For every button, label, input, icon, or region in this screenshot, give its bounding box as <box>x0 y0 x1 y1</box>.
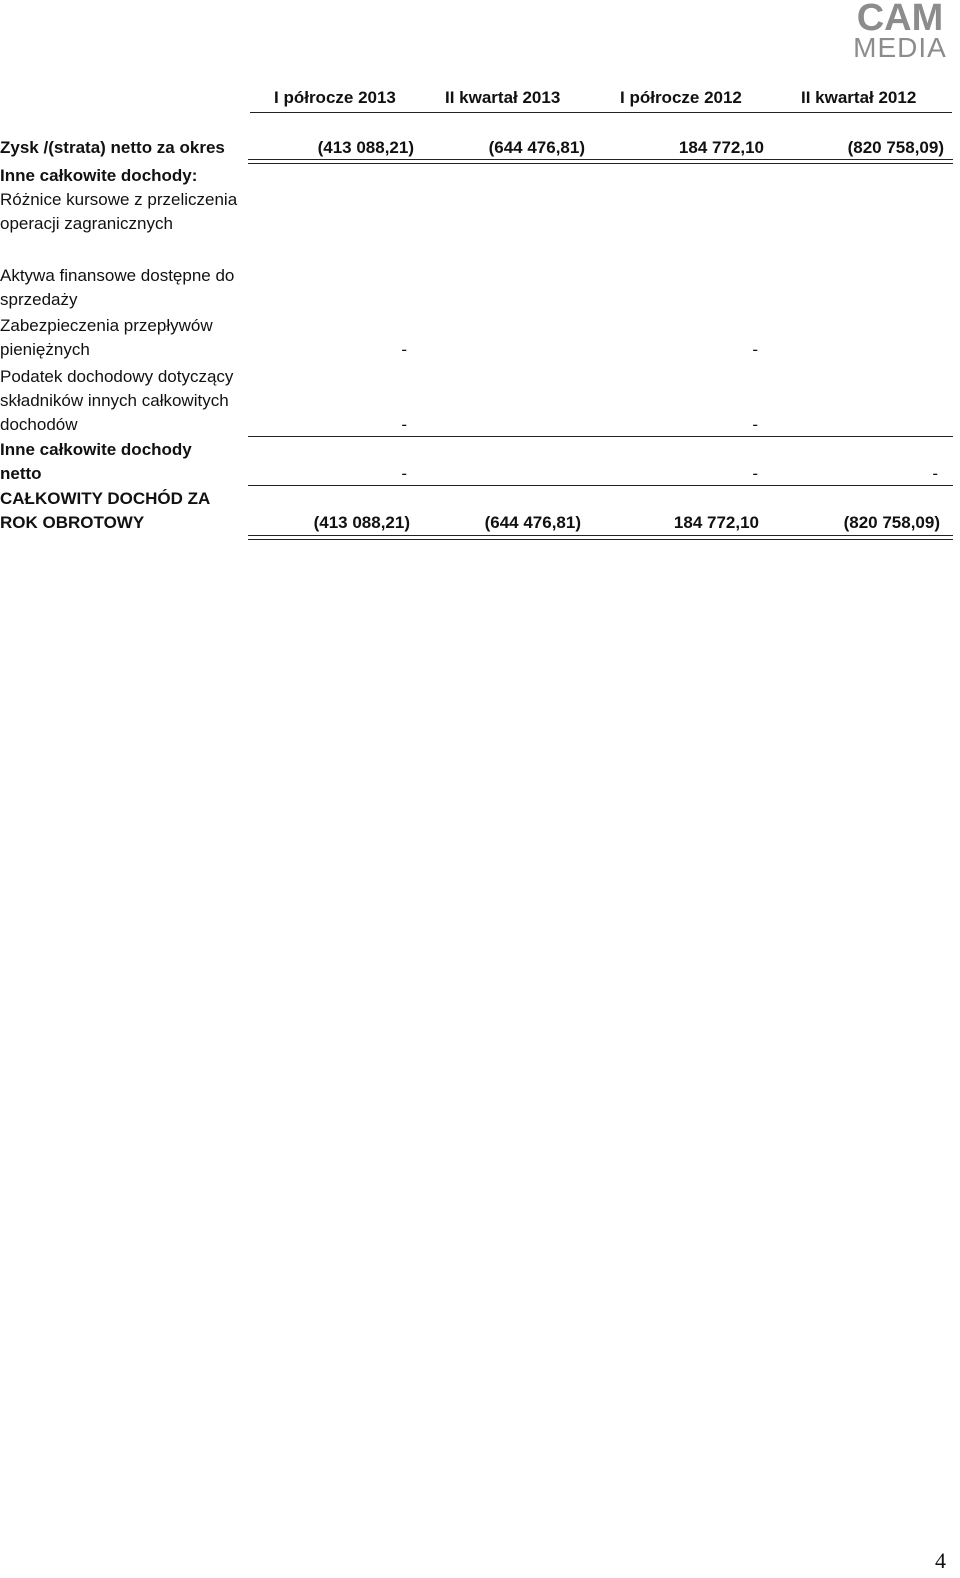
value-h1-2012: - <box>752 464 758 483</box>
value-h1-2013: (413 088,21) <box>317 138 414 157</box>
double-underline <box>248 159 953 164</box>
value-h1-2013: - <box>401 464 407 483</box>
row-label: Zysk /(strata) netto za okres <box>0 138 225 157</box>
row-label: Zabezpieczenia przepływów pieniężnych <box>0 316 213 359</box>
column-header-q2-2012: II kwartał 2012 <box>801 88 917 107</box>
logo-text-bottom: MEDIA <box>853 32 947 63</box>
single-underline <box>248 436 953 437</box>
column-header-h1-2013: I półrocze 2013 <box>274 88 396 107</box>
value-h1-2012: - <box>752 415 758 434</box>
value-h1-2013: - <box>401 415 407 434</box>
column-header-q2-2013: II kwartał 2013 <box>445 88 561 107</box>
page-number: 4 <box>935 1548 946 1573</box>
value-h1-2013: (413 088,21) <box>313 513 410 532</box>
logo-text-top: CAM <box>856 0 944 39</box>
value-q2-2012: (820 758,09) <box>847 138 944 157</box>
company-logo <box>852 2 948 62</box>
value-q2-2013: (644 476,81) <box>488 138 585 157</box>
value-h1-2013: - <box>401 340 407 359</box>
single-underline <box>248 485 953 486</box>
value-h1-2012: 184 772,10 <box>678 138 764 157</box>
row-label: Podatek dochodowy dotyczący składników innych całkowitych dochodów <box>0 367 234 434</box>
column-header-h1-2012: I półrocze 2012 <box>620 88 742 107</box>
value-h1-2012: 184 772,10 <box>673 513 759 532</box>
table-header-row <box>250 88 952 113</box>
double-underline <box>248 535 953 540</box>
row-label: Różnice kursowe z przeliczenia operacji zagranicznych <box>0 190 238 233</box>
row-label: Aktywa finansowe dostępne do sprzedaży <box>0 266 235 309</box>
row-label: Inne całkowite dochody netto <box>0 440 192 483</box>
row-label: Inne całkowite dochody: <box>0 166 198 185</box>
value-h1-2012: - <box>752 340 758 359</box>
value-q2-2012: - <box>932 464 938 483</box>
value-q2-2013: (644 476,81) <box>484 513 581 532</box>
row-label: CAŁKOWITY DOCHÓD ZA ROK OBROTOWY <box>0 489 210 532</box>
value-q2-2012: (820 758,09) <box>843 513 940 532</box>
